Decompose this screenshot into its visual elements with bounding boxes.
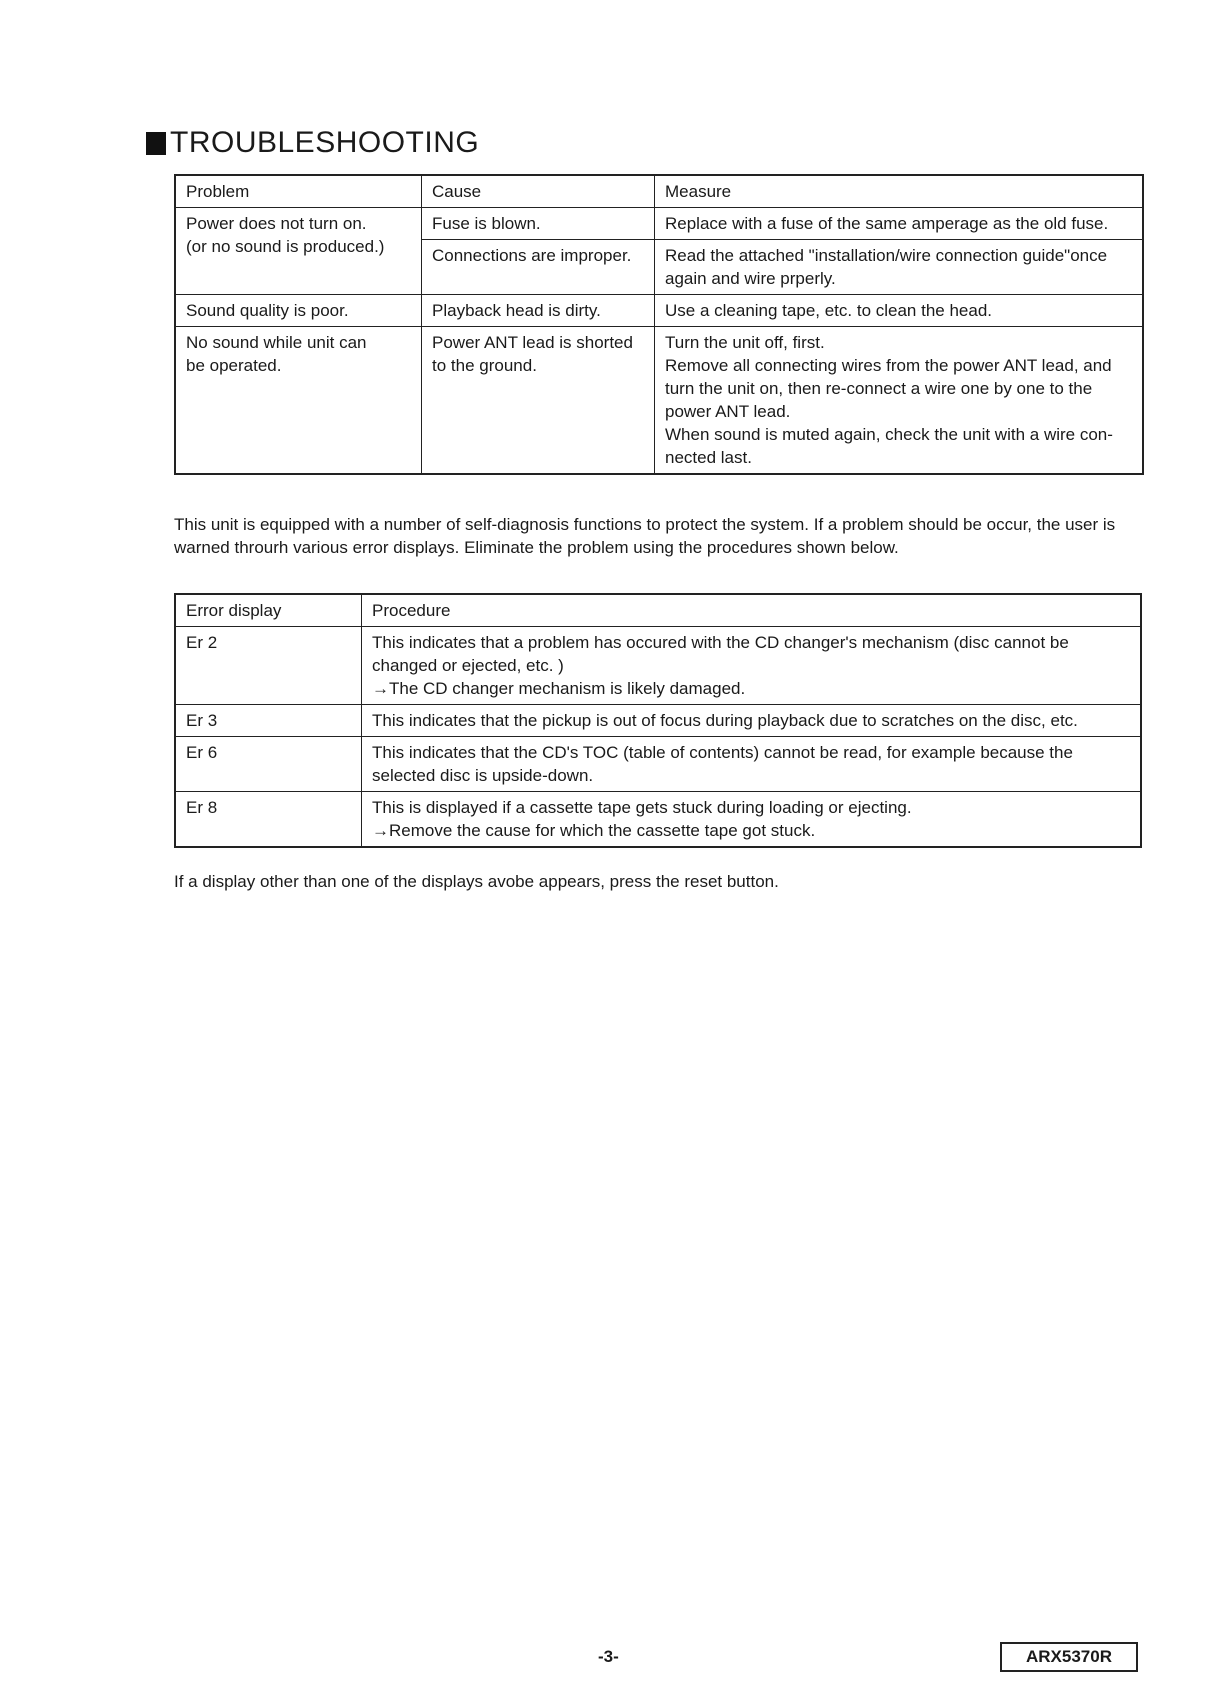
measure-line: nected last. bbox=[665, 448, 752, 467]
cause-cell: Fuse is blown. bbox=[422, 208, 655, 240]
procedure-line: →Remove the cause for which the cassette tape got stuck. bbox=[372, 821, 816, 840]
problem-cell bbox=[175, 327, 422, 475]
measure-line: again and wire prperly. bbox=[665, 269, 836, 288]
procedure-line: This indicates that the CD's TOC (table of contents) cannot be read, for example because the bbox=[372, 743, 1073, 762]
measure-line: turn the unit on, then re-connect a wire one by one to the bbox=[665, 379, 1093, 398]
procedure-cell bbox=[362, 737, 1142, 792]
problem-line: Sound quality is poor. bbox=[186, 301, 349, 320]
header-cause: Cause bbox=[422, 175, 655, 208]
measure-line: Replace with a fuse of the same amperage as the old fuse. bbox=[665, 214, 1109, 233]
problem-line: No sound while unit can bbox=[186, 333, 367, 352]
measure-cell bbox=[655, 327, 1144, 475]
problem-line: be operated. bbox=[186, 356, 282, 375]
model-number: ARX5370R bbox=[1026, 1647, 1112, 1666]
procedure-line: This is displayed if a cassette tape gets stuck during loading or ejecting. bbox=[372, 798, 912, 817]
measure-line: Use a cleaning tape, etc. to clean the head. bbox=[665, 301, 993, 320]
table-row bbox=[175, 327, 1143, 475]
table-row bbox=[175, 792, 1141, 848]
table-row bbox=[175, 627, 1141, 705]
error-code-cell: Er 6 bbox=[175, 737, 362, 792]
problem-cell bbox=[175, 295, 422, 327]
measure-line: Read the attached "installation/wire connection guide"once bbox=[665, 246, 1108, 265]
problem-line: Power does not turn on. bbox=[186, 214, 367, 233]
table-row bbox=[175, 705, 1141, 737]
cause-cell: Playback head is dirty. bbox=[422, 295, 655, 327]
error-code-cell: Er 3 bbox=[175, 705, 362, 737]
procedure-line: →The CD changer mechanism is likely damaged. bbox=[372, 679, 746, 698]
cause-cell: Power ANT lead is shorted to the ground. bbox=[422, 327, 655, 475]
title-text: TROUBLESHOOTING bbox=[170, 126, 480, 159]
table-row bbox=[175, 208, 1143, 240]
measure-line: Remove all connecting wires from the power ANT lead, and bbox=[665, 356, 1112, 375]
model-number-box bbox=[1000, 1642, 1138, 1672]
measure-cell bbox=[655, 208, 1144, 240]
cause-cell: Connections are improper. bbox=[422, 240, 655, 295]
table-row bbox=[175, 737, 1141, 792]
intro-paragraph: This unit is equipped with a number of self-diagnosis functions to protect the system. If a problem should be occur, the user is warned throurh various error displays. Eliminate the problem using the procedures shown below. bbox=[174, 515, 1116, 557]
problem-line: (or no sound is produced.) bbox=[186, 237, 385, 256]
error-display-table bbox=[174, 593, 1142, 848]
table-header-row bbox=[175, 175, 1143, 208]
error-code-cell: Er 2 bbox=[175, 627, 362, 705]
header-error-display: Error display bbox=[175, 594, 362, 627]
troubleshooting-table bbox=[174, 174, 1144, 475]
procedure-cell bbox=[362, 627, 1142, 705]
procedure-line: This indicates that the pickup is out of focus during playback due to scratches on the disc, etc. bbox=[372, 711, 1078, 730]
page-number: -3- bbox=[598, 1647, 619, 1666]
error-code-cell: Er 8 bbox=[175, 792, 362, 848]
measure-cell bbox=[655, 295, 1144, 327]
table-header-row bbox=[175, 594, 1141, 627]
procedure-line: selected disc is upside-down. bbox=[372, 766, 594, 785]
header-problem: Problem bbox=[175, 175, 422, 208]
measure-line: power ANT lead. bbox=[665, 402, 791, 421]
header-procedure: Procedure bbox=[362, 594, 1142, 627]
page-title bbox=[146, 126, 479, 160]
procedure-cell bbox=[362, 792, 1142, 848]
table-row bbox=[175, 295, 1143, 327]
problem-cell bbox=[175, 208, 422, 295]
measure-cell bbox=[655, 240, 1144, 295]
footer-note: If a display other than one of the displays avobe appears, press the reset button. bbox=[174, 872, 779, 891]
procedure-line: changed or ejected, etc. ) bbox=[372, 656, 564, 675]
measure-line: When sound is muted again, check the unit with a wire con- bbox=[665, 425, 1113, 444]
bullet-square-icon bbox=[146, 132, 166, 155]
procedure-cell bbox=[362, 705, 1142, 737]
measure-line: Turn the unit off, first. bbox=[665, 333, 825, 352]
procedure-line: This indicates that a problem has occured with the CD changer's mechanism (disc cannot be bbox=[372, 633, 1069, 652]
header-measure: Measure bbox=[655, 175, 1144, 208]
